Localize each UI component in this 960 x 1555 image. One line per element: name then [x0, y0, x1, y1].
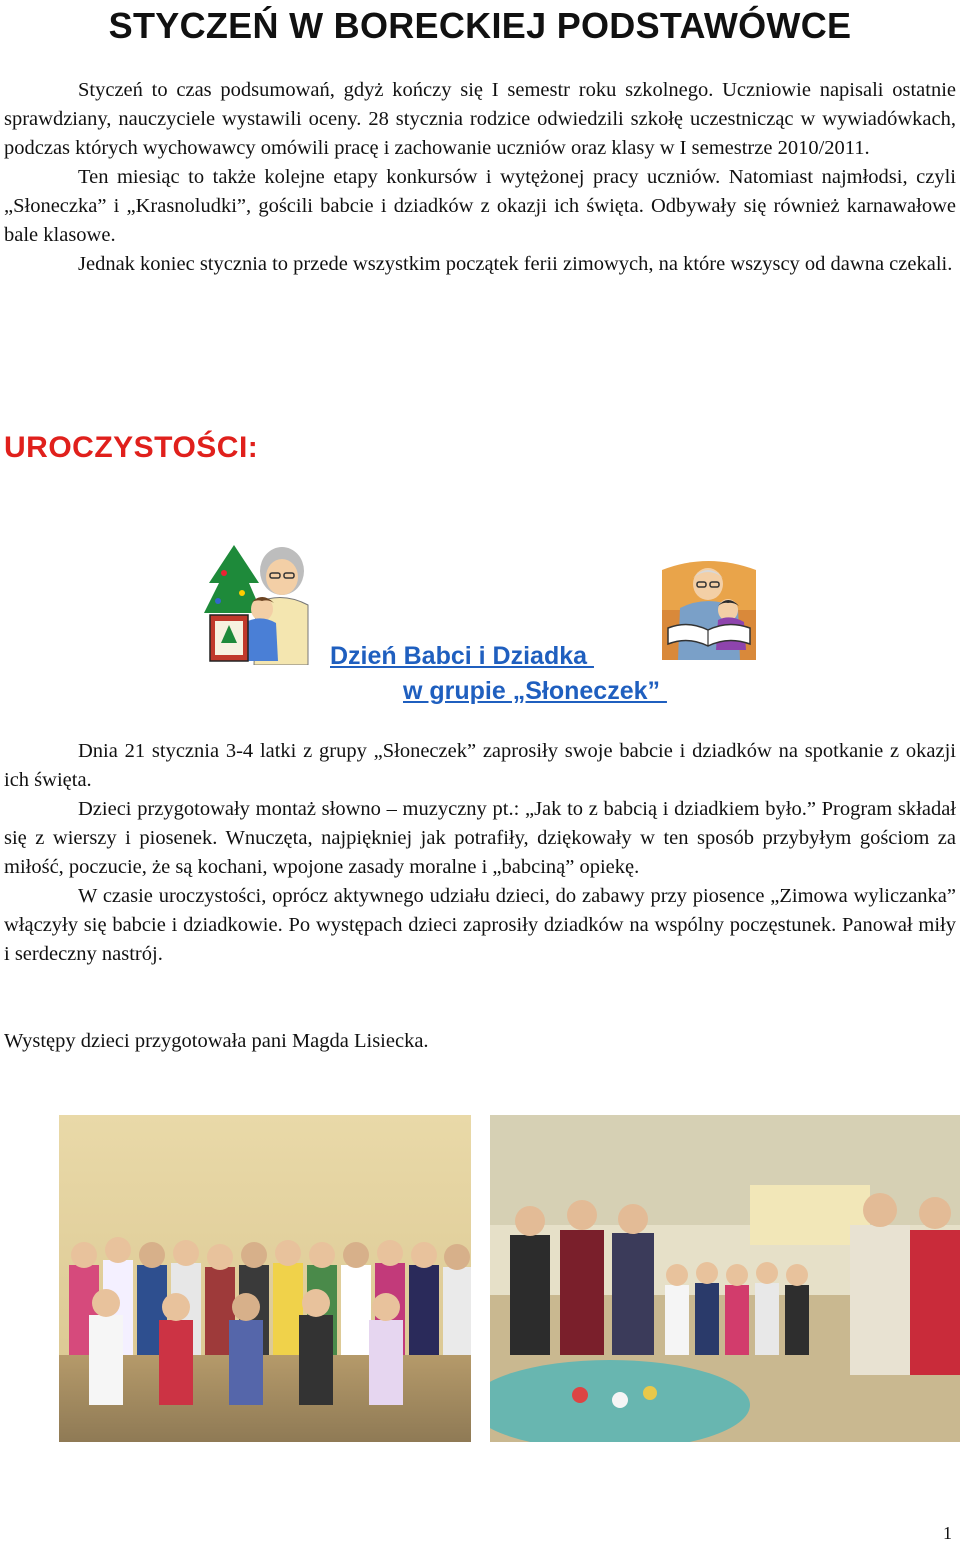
credit-line: Występy dzieci przygotowała pani Magda Lisiecka.	[4, 1030, 429, 1052]
event-title-line1: Dzień Babci i Dziadka	[330, 642, 594, 670]
intro-text	[4, 76, 956, 279]
event-title-line2: w grupie „Słoneczek”	[403, 677, 667, 705]
grandmother-clipart-icon	[204, 543, 310, 665]
section-heading: UROCZYSTOŚCI:	[4, 431, 259, 464]
grandparents-celebration-photo	[490, 1115, 960, 1442]
event-paragraph: W czasie uroczystości, oprócz aktywnego udziału dzieci, do zabawy przy piosence „Zimowa wyliczanka” włączyły się babcie i dziadkowie. Po występach dzieci zaprosiły dziadków na wspólny poczęstunek. Panował miły i serdeczny nastrój.	[4, 885, 956, 965]
intro-paragraph: Styczeń to czas podsumowań, gdyż kończy się I semestr roku szkolnego. Uczniowie napisali ostatnie sprawdziany, nauczyciele wystawili oceny. 28 stycznia rodzice odwiedzili szkołę uczestnicząc w wywiadówkach, podczas których wychowawcy omówili pracę i zachowanie uczniów oraz klasy w I semestrze 2010/2011.	[4, 79, 956, 159]
page-number: 1	[943, 1523, 952, 1543]
children-performing-photo	[59, 1115, 471, 1442]
event-text	[4, 737, 956, 969]
page-title: STYCZEŃ W BORECKIEJ PODSTAWÓWCE	[108, 5, 852, 46]
intro-paragraph: Jednak koniec stycznia to przede wszystkim początek ferii zimowych, na które wszyscy od dawna czekali.	[78, 253, 953, 275]
credit-text	[4, 1027, 956, 1056]
event-paragraph: Dzieci przygotowały montaż słowno – muzyczny pt.: „Jak to z babcią i dziadkiem było.” Program składał się z wierszy i piosenek. Wnuczęta, najpiękniej jak potrafiły, dziękowały w ten sposób przybyłym gościom za miłość, poczucie, że są kochani, wpojone zasady moralne i „babciną” opiekę.	[4, 798, 956, 878]
grandfather-clipart-icon	[658, 550, 760, 664]
event-paragraph: Dnia 21 stycznia 3-4 latki z grupy „Słoneczek” zaprosiły swoje babcie i dziadków na spotkanie z okazji ich święta.	[4, 740, 956, 791]
intro-paragraph: Ten miesiąc to także kolejne etapy konkursów i wytężonej pracy uczniów. Natomiast najmłodsi, czyli „Słoneczka” i „Krasnoludki”, gościli babcie i dziadków z okazji ich święta. Odbywały się również karnawałowe bale klasowe.	[4, 166, 956, 246]
